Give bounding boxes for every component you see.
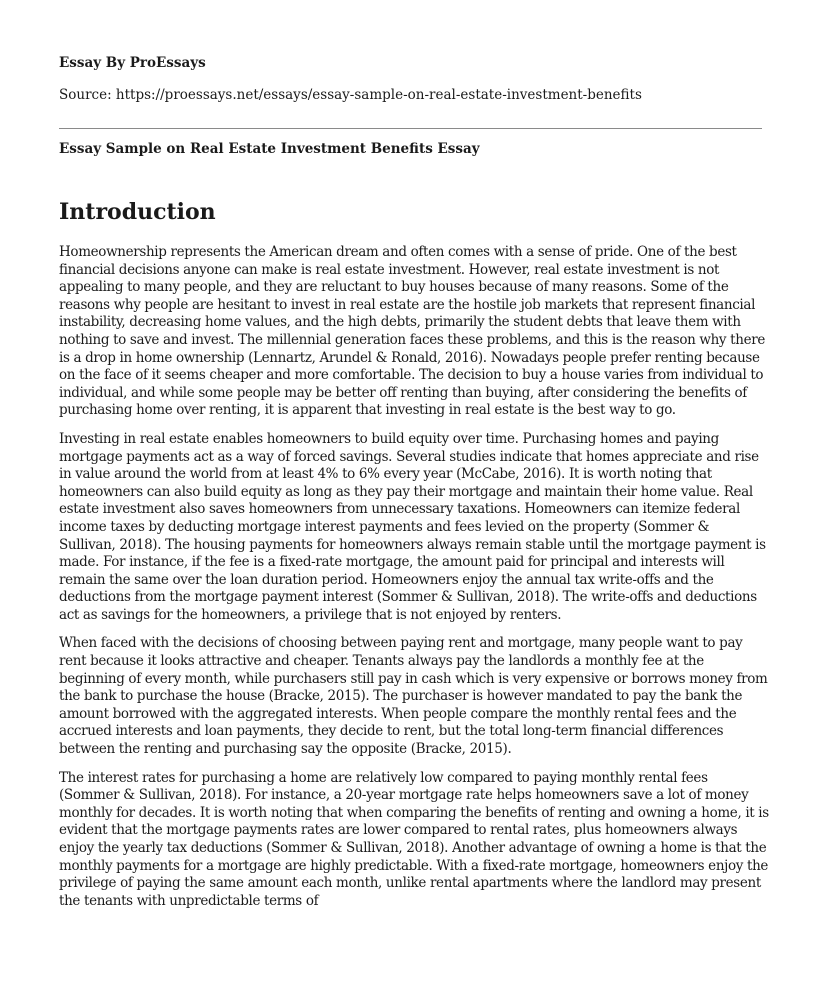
paragraph: Homeownership represents the American dream and often comes with a sense of pride. One of the best financial decisions anyone can make is real estate investment. However, real estate investment is not appealing to many people, and they are reluctant to buy houses because of many reasons. Some of the reasons why people are hesitant to invest in real estate are the hostile job markets that represent financial instability, decreasing home values, and the high debts, primarily the student debts that leave them with nothing to save and invest. The millennial generation faces these problems, and this is the reason why there is a drop in home ownership (Lennartz, Arundel & Ronald, 2016). Nowadays people prefer renting because on the face of it seems cheaper and more comfortable. The decision to buy a house varies from individual to individual, and while some people may be better off renting than buying, after considering the benefits of purchasing home over renting, it is apparent that investing in real estate is the best way to go.: [59, 244, 765, 419]
essay-source-title: Essay By ProEssays: [59, 55, 206, 71]
essay-title: Essay Sample on Real Estate Investment Benefits Essay: [59, 141, 480, 157]
paragraph: The interest rates for purchasing a home are relatively low compared to paying monthly rental fees (Sommer & Sullivan, 2018). For instance, a 20-year mortgage rate helps homeowners save a lot of money monthly for decades. It is worth noting that when comparing the benefits of renting and owning a home, it is evident that the mortgage payments rates are lower compared to rental rates, plus homeowners always enjoy the yearly tax deductions (Sommer & Sullivan, 2018). Another advantage of owning a home is that the monthly payments for a mortgage are highly predictable. With a fixed-rate mortgage, homeowners enjoy the privilege of paying the same amount each month, unlike rental apartments where the landlord may present the tenants with unpredictable terms of: [59, 769, 769, 909]
paragraph: When faced with the decisions of choosing between paying rent and mortgage, many people want to pay rent because it looks attractive and cheaper. Tenants always pay the landlords a monthly fee at the beginning of every month, while purchasers still pay in cash which is very expensive or borrows money from the bank to purchase the house (Bracke, 2015). The purchaser is however mandated to pay the bank the amount borrowed with the aggregated interests. When people compare the monthly rental fees and the accrued interests and loan payments, they decide to rent, but the total long-term financial differences between the renting and purchasing say the opposite (Bracke, 2015).: [59, 635, 768, 758]
source-url-line: Source: https://proessays.net/essays/essay-sample-on-real-estate-investment-benefits: [59, 87, 642, 103]
essay-body: [59, 244, 769, 921]
section-heading-introduction: Introduction: [59, 199, 216, 225]
paragraph: Investing in real estate enables homeowners to build equity over time. Purchasing homes and paying mortgage payments act as a way of forced savings. Several studies indicate that homes appreciate and rise in value around the world from at least 4% to 6% every year (McCabe, 2016). It is worth noting that homeowners can also build equity as long as they pay their mortgage and maintain their home value. Real estate investment also saves homeowners from unnecessary taxations. Homeowners can itemize federal income taxes by deducting mortgage interest payments and fees levied on the property (Sommer & Sullivan, 2018). The housing payments for homeowners always remain stable until the mortgage payment is made. For instance, if the fee is a fixed-rate mortgage, the amount paid for principal and interests will remain the same over the loan duration period. Homeowners enjoy the annual tax write-offs and the deductions from the mortgage payment interest (Sommer & Sullivan, 2018). The write-offs and deductions act as savings for the homeowners, a privilege that is not enjoyed by renters.: [59, 430, 766, 623]
header-divider: [59, 128, 762, 129]
